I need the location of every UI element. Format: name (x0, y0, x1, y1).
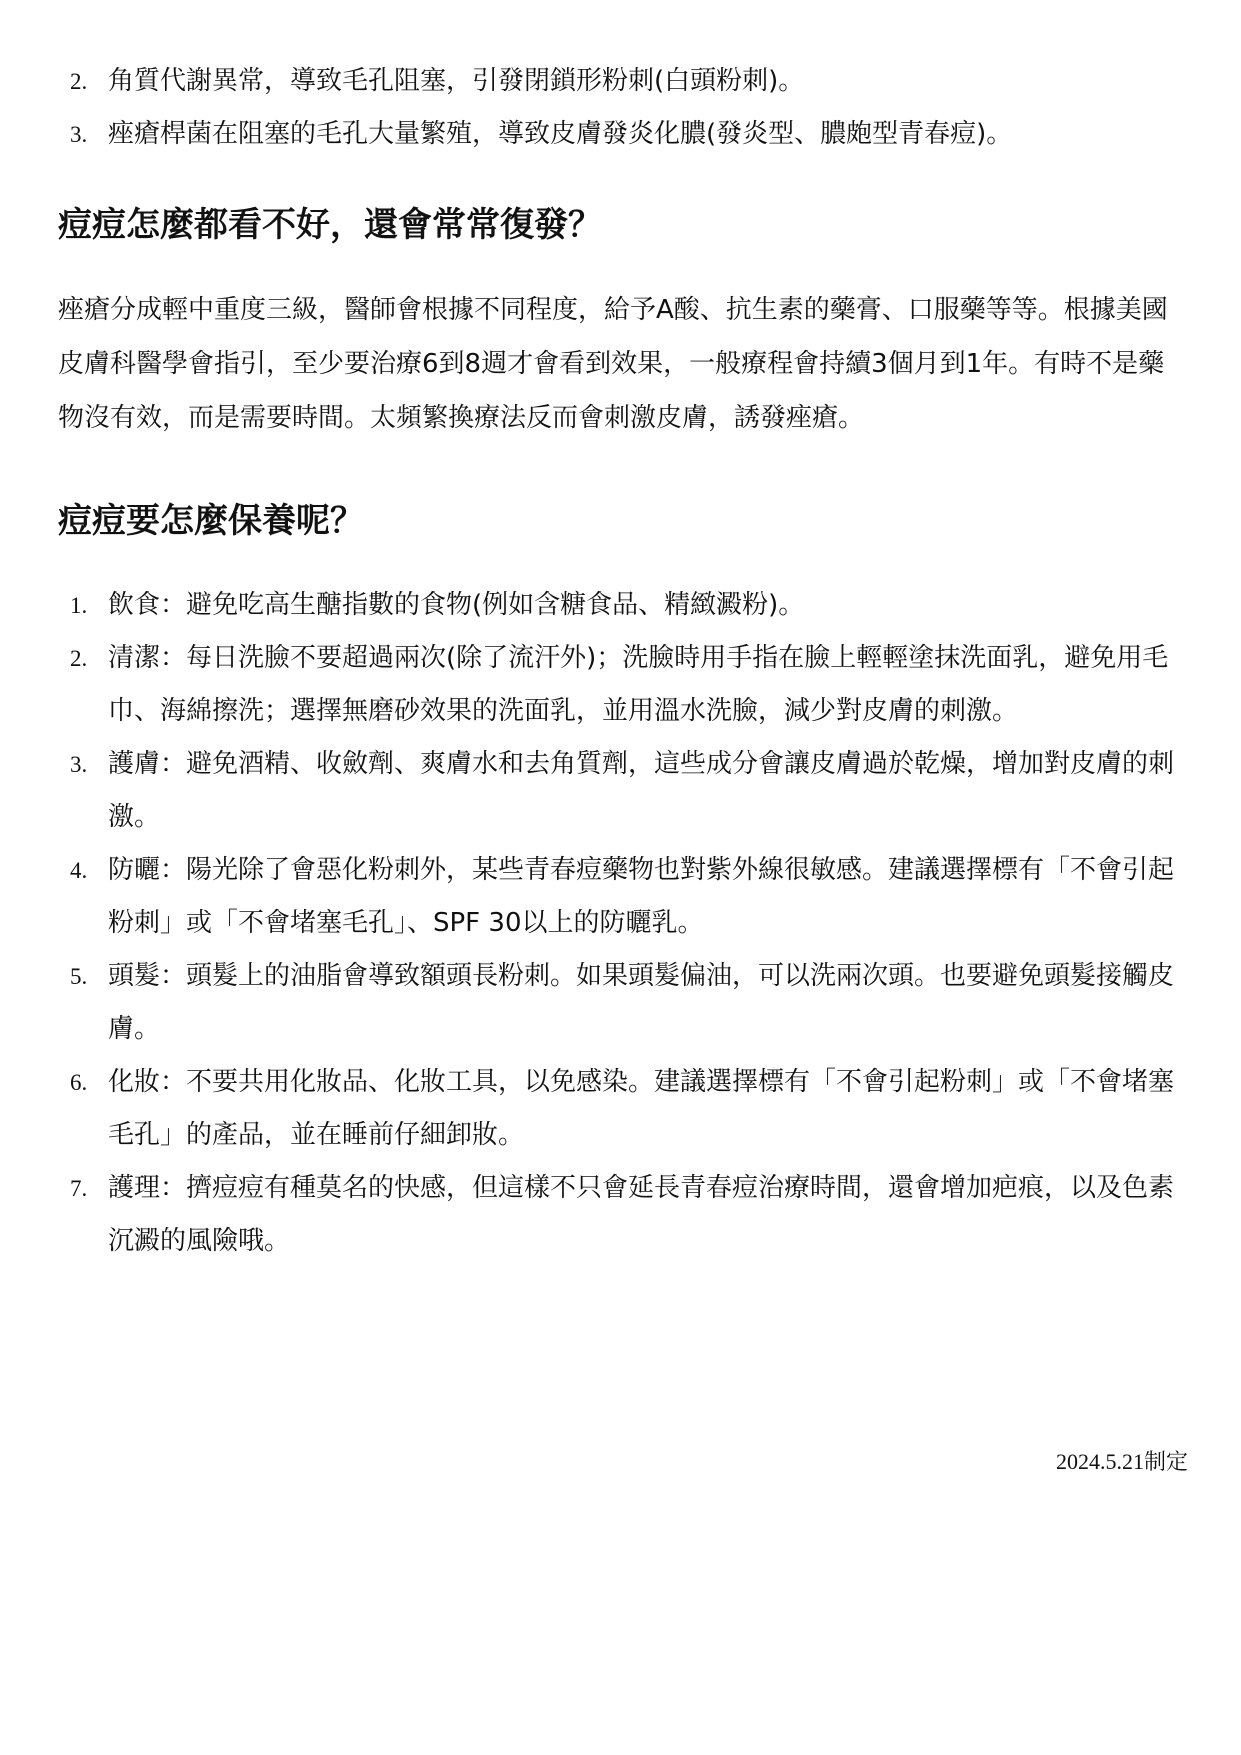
list-number: 2. (70, 69, 88, 94)
list-item-text: 防曬：陽光除了會惡化粉刺外，某些青春痘藥物也對紫外線很敏感。建議選擇標有「不會引起粉刺」或「不會堵塞毛孔」、SPF 30以上的防曬乳。 (108, 855, 1175, 938)
list-item (58, 579, 1188, 632)
list-number: 3. (70, 752, 88, 777)
treatment-paragraph: 痤瘡分成輕中重度三級，醫師會根據不同程度，給予A酸、抗生素的藥膏、口服藥等等。根據美國皮膚科醫學會指引，至少要治療6到8週才會看到效果，一般療程會持續3個月到1年。有時不是藥物沒有效，而是需要時間。太頻繁換療法反而會刺激皮膚，誘發痤瘡。 (58, 295, 1168, 433)
document-page (58, 55, 1188, 1474)
list-item (58, 738, 1188, 844)
document-date: 2024.5.21制定 (1055, 1449, 1188, 1474)
list-item-text: 飲食：避免吃高生醣指數的食物(例如含糖食品、精緻澱粉)。 (108, 590, 805, 620)
care-list (58, 579, 1188, 1268)
list-number: 6. (70, 1070, 88, 1095)
list-item (58, 632, 1188, 738)
list-number: 5. (70, 964, 88, 989)
list-item (58, 950, 1188, 1056)
section-heading-relapse: 痘痘怎麼都看不好，還會常常復發？ (58, 205, 602, 245)
list-item-text: 護膚：避免酒精、收斂劑、爽膚水和去角質劑，這些成分會讓皮膚過於乾燥，增加對皮膚的刺激。 (108, 749, 1175, 832)
list-item-text: 化妝：不要共用化妝品、化妝工具，以免感染。建議選擇標有「不會引起粉刺」或「不會堵塞毛孔」的產品，並在睡前仔細卸妝。 (108, 1067, 1175, 1150)
list-number: 2. (70, 646, 88, 671)
list-item (58, 55, 1188, 108)
list-item-text: 清潔：每日洗臉不要超過兩次(除了流汗外)；洗臉時用手指在臉上輕輕塗抹洗面乳，避免用毛巾、海綿擦洗；選擇無磨砂效果的洗面乳，並用溫水洗臉，減少對皮膚的刺激。 (108, 643, 1169, 726)
list-item (58, 108, 1188, 161)
list-item (58, 1056, 1188, 1162)
list-number: 3. (70, 122, 88, 147)
list-item-text: 角質代謝異常，導致毛孔阻塞，引發閉鎖形粉刺(白頭粉刺)。 (108, 66, 805, 96)
list-number: 7. (70, 1176, 88, 1201)
cause-list (58, 55, 1188, 161)
list-item (58, 1162, 1188, 1268)
list-number: 1. (70, 593, 88, 618)
list-item (58, 844, 1188, 950)
list-item-text: 痤瘡桿菌在阻塞的毛孔大量繁殖，導致皮膚發炎化膿(發炎型、膿皰型青春痘)。 (108, 119, 1013, 149)
list-item-text: 護理：擠痘痘有種莫名的快感，但這樣不只會延長青春痘治療時間，還會增加疤痕，以及色素沉澱的風險哦。 (108, 1173, 1175, 1256)
section-heading-care: 痘痘要怎麼保養呢？ (58, 501, 364, 541)
list-item-text: 頭髮：頭髮上的油脂會導致額頭長粉刺。如果頭髮偏油，可以洗兩次頭。也要避免頭髮接觸皮膚。 (108, 961, 1175, 1044)
list-number: 4. (70, 858, 88, 883)
